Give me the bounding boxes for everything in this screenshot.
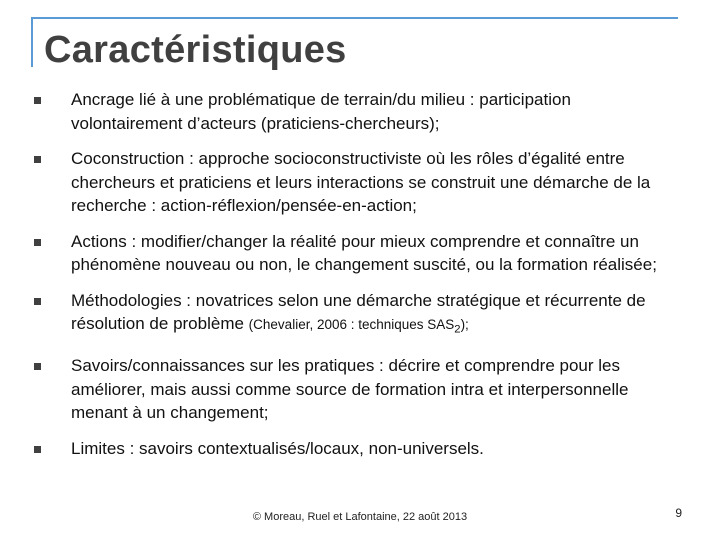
title-frame-top-line — [31, 17, 678, 19]
bullet-item-savoirs — [30, 354, 680, 425]
citation-text: (Chevalier, 2006 : techniques SAS — [248, 317, 455, 332]
bullet-text: Ancrage lié à une problématique de terrain/du milieu : participation volontairement d’acteurs (praticiens-chercheurs); — [71, 90, 571, 133]
square-bullet-icon — [34, 97, 41, 104]
bullet-text: Limites : savoirs contextualisés/locaux, non-universels. — [71, 438, 484, 458]
bullet-text: Méthodologies : novatrices selon une démarche stratégique et récurrente de résolution de problème — [71, 290, 646, 333]
bullet-text: Coconstruction : approche socioconstructiviste où les rôles d’égalité entre chercheurs et praticiens et leurs interactions se construit une démarche de la recherche : action-réflexion/pensée-en-action; — [71, 149, 651, 215]
bullet-item-methodologies — [30, 289, 680, 343]
bullet-item-actions — [30, 230, 680, 277]
bullet-item-coconstruction — [30, 147, 680, 218]
square-bullet-icon — [34, 446, 41, 453]
slide-title: Caractéristiques — [44, 29, 347, 71]
bullet-text: Savoirs/connaissances sur les pratiques : décrire et comprendre pour les améliorer, mais aussi comme source de formation intra et interpersonnelle menant à un changement; — [71, 356, 629, 423]
citation-end: ); — [460, 317, 469, 332]
page-number: 9 — [675, 506, 682, 520]
square-bullet-icon — [34, 363, 41, 370]
square-bullet-icon — [34, 298, 41, 305]
bullet-citation — [248, 317, 469, 336]
bullet-item-limites — [30, 437, 680, 461]
square-bullet-icon — [34, 156, 41, 163]
bullet-list — [30, 88, 680, 460]
title-frame-left-line — [31, 17, 33, 67]
slide-footer: © Moreau, Ruel et Lafontaine, 22 août 2013 — [252, 511, 468, 523]
bullet-item-ancrage — [30, 88, 680, 135]
bullet-text: Actions : modifier/changer la réalité pour mieux comprendre et connaître un phénomène nouveau ou non, le changement suscité, ou la formation réalisée; — [71, 231, 657, 274]
citation-subscript: 2 — [454, 323, 461, 336]
square-bullet-icon — [34, 239, 41, 246]
